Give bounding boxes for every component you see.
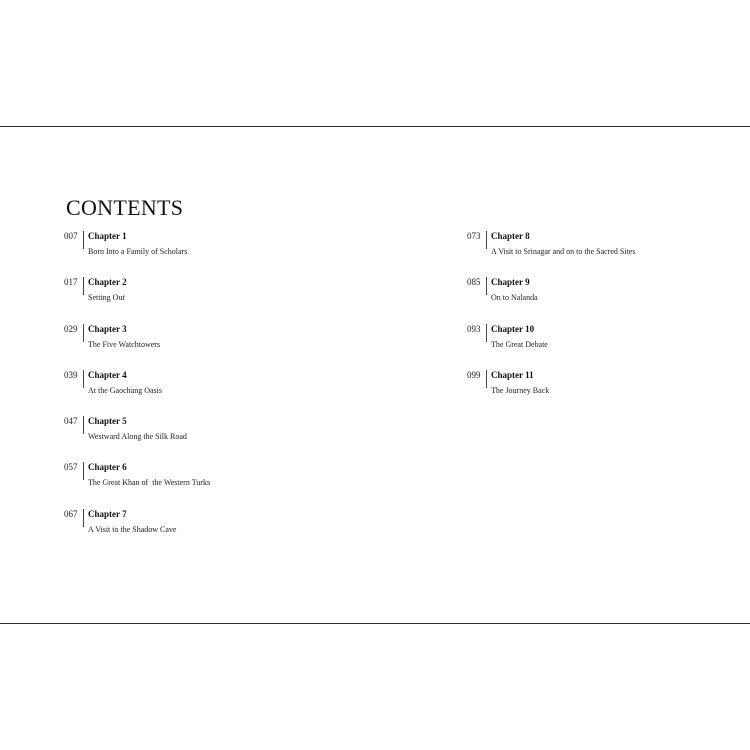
chapter-title: Westward Along the Silk Road <box>88 432 187 442</box>
divider <box>83 324 84 342</box>
toc-entry <box>64 462 364 493</box>
page-number: 047 <box>64 416 78 427</box>
toc-entry <box>64 231 364 262</box>
page-number: 093 <box>467 323 481 334</box>
toc-entry <box>64 324 364 355</box>
chapter-title: On to Nalanda <box>491 293 538 303</box>
chapter-label: Chapter 7 <box>88 508 127 519</box>
chapter-title: The Great Khan of the Western Turks <box>88 478 211 488</box>
divider <box>83 462 84 480</box>
chapter-title: At the Gaochang Oasis <box>88 385 162 395</box>
divider <box>83 370 84 388</box>
page-number: 057 <box>64 462 78 473</box>
toc-column-left <box>64 231 364 555</box>
chapter-title: Setting Out <box>88 293 125 303</box>
chapter-label: Chapter 4 <box>88 369 127 380</box>
toc-entry <box>64 370 364 401</box>
page-number: 029 <box>64 323 78 334</box>
divider <box>486 277 487 295</box>
toc-column-right <box>467 231 750 416</box>
chapter-title: The Five Watchtowers <box>88 339 161 349</box>
chapter-label: Chapter 5 <box>88 416 127 427</box>
page-number: 085 <box>467 277 481 288</box>
chapter-label: Chapter 9 <box>491 277 530 288</box>
chapter-title: Born Into a Family of Scholars <box>88 247 188 256</box>
chapter-label: Chapter 8 <box>491 231 530 241</box>
divider <box>486 324 487 342</box>
divider <box>83 277 84 295</box>
chapter-label: Chapter 6 <box>88 462 127 473</box>
toc-entry <box>64 509 364 540</box>
divider <box>83 416 84 434</box>
toc-entry <box>467 324 750 355</box>
page-number: 017 <box>64 277 78 288</box>
contents-page <box>0 126 750 624</box>
divider <box>486 231 487 249</box>
divider <box>486 370 487 388</box>
divider <box>83 231 84 249</box>
page-number: 073 <box>467 231 481 241</box>
chapter-label: Chapter 10 <box>491 323 535 334</box>
chapter-title: A Visit to the Shadow Cave <box>88 524 177 534</box>
toc-entry <box>467 370 750 401</box>
chapter-title: The Journey Back <box>491 385 550 395</box>
page-number: 039 <box>64 369 78 380</box>
chapter-label: Chapter 11 <box>491 369 534 380</box>
chapter-title: A Visit to Srinagar and on to the Sacred Sites <box>491 247 636 256</box>
page-number: 099 <box>467 369 481 380</box>
toc-entry <box>64 277 364 308</box>
toc-entry <box>467 231 750 262</box>
chapter-label: Chapter 1 <box>88 231 127 241</box>
page-title: CONTENTS <box>66 195 184 220</box>
page-number: 007 <box>64 231 78 241</box>
chapter-label: Chapter 2 <box>88 277 127 288</box>
toc-entry <box>64 416 364 447</box>
chapter-title: The Great Debate <box>491 339 548 349</box>
page-number: 067 <box>64 508 78 519</box>
chapter-label: Chapter 3 <box>88 323 127 334</box>
toc-entry <box>467 277 750 308</box>
divider <box>83 509 84 527</box>
